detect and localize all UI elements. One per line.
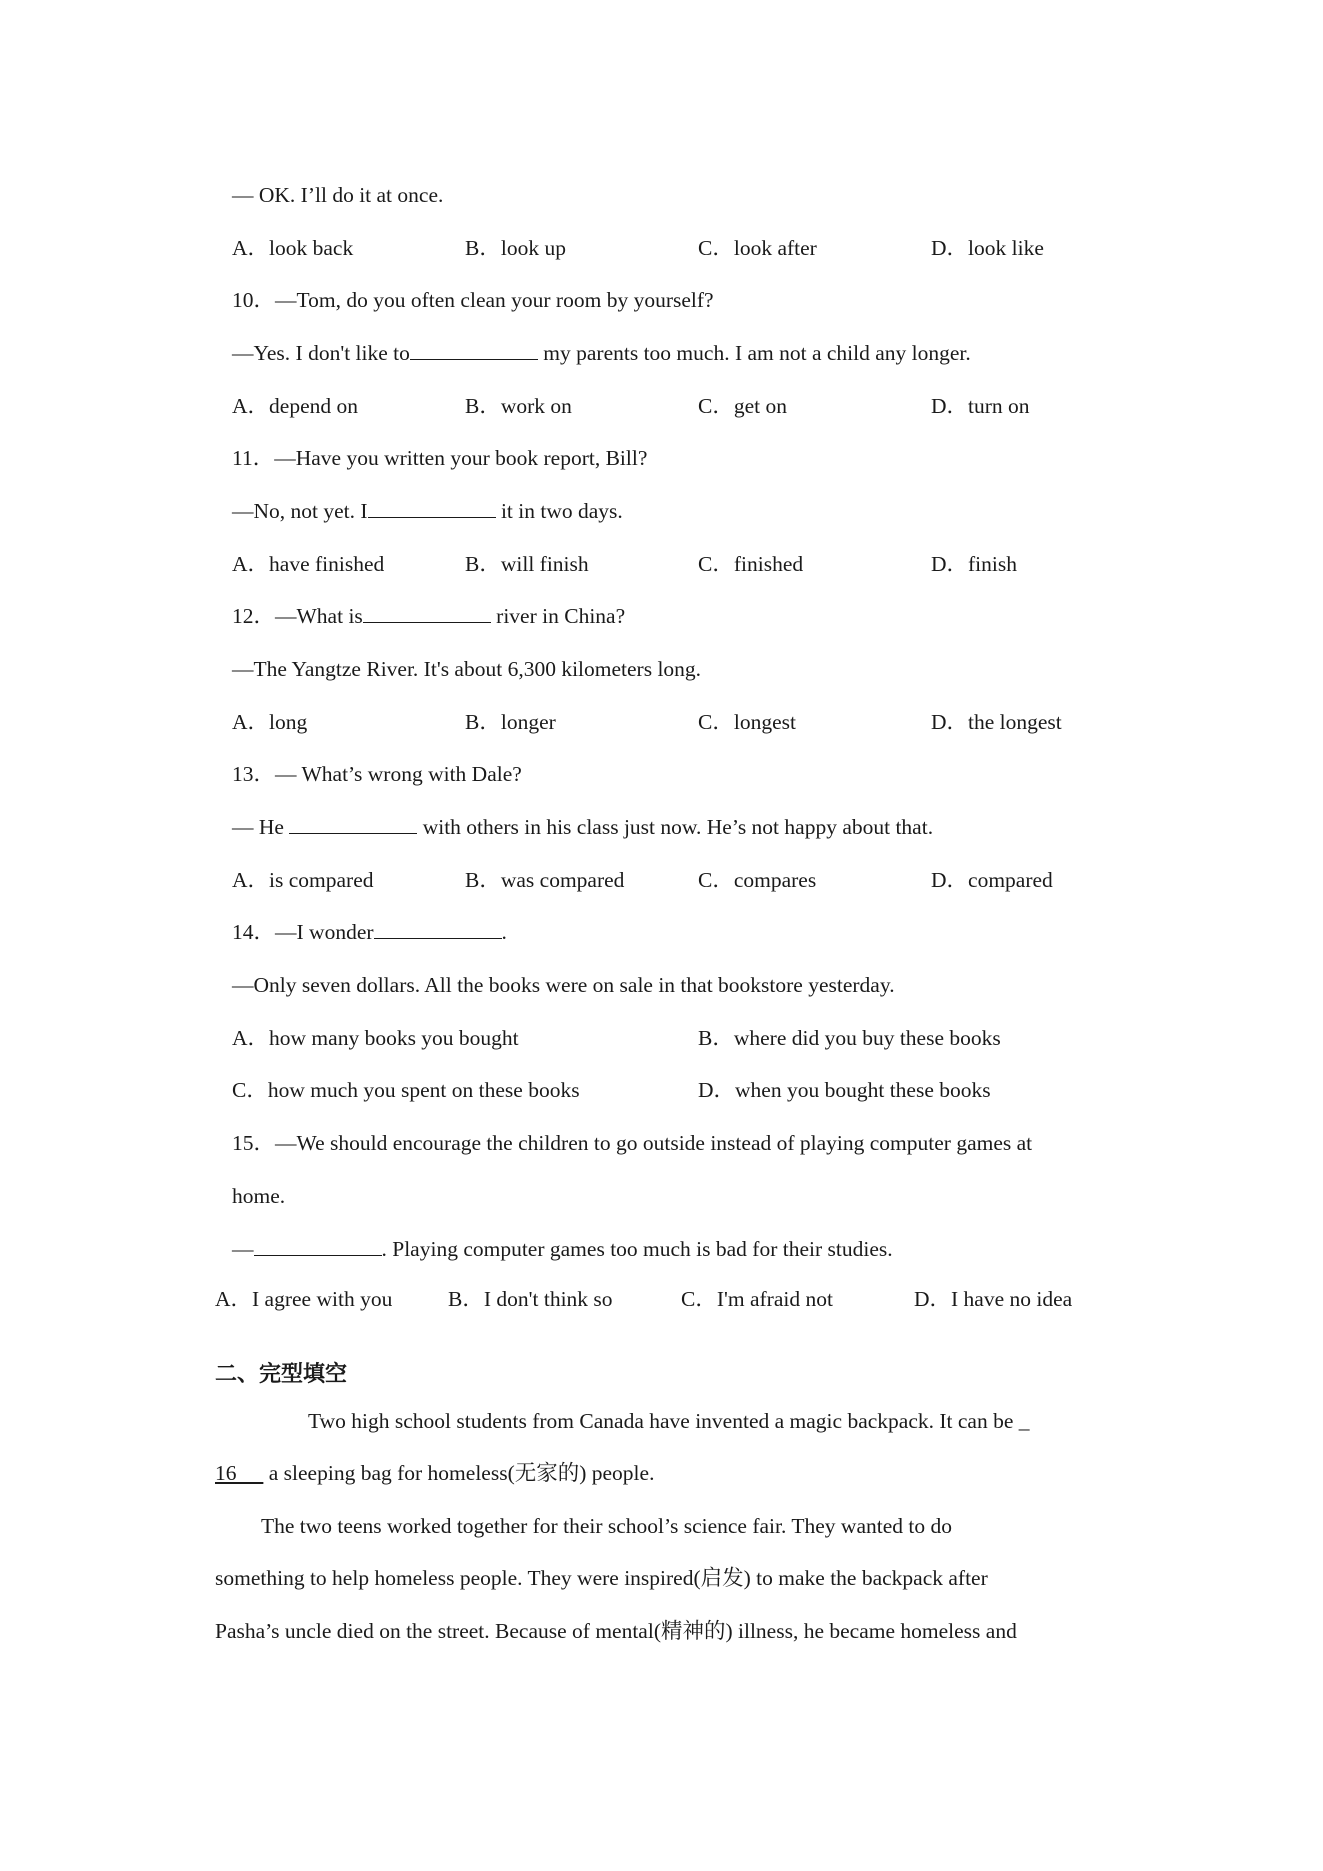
- q14-number: 14．: [232, 920, 276, 944]
- q15-question-line1: [232, 1129, 1032, 1157]
- q12-question-before: —What is: [275, 604, 363, 628]
- q12-option-d[interactable]: D．the longest: [931, 710, 1062, 734]
- q11-question-text: —Have you written your book report, Bill?: [274, 446, 648, 470]
- blank-16[interactable]: [215, 1461, 263, 1485]
- q10-blank[interactable]: [410, 339, 538, 360]
- q10-answer-before: —Yes. I don't like to: [232, 341, 410, 365]
- q11-option-c[interactable]: C．finished: [698, 552, 804, 576]
- q14-question-after: .: [501, 920, 507, 944]
- q9-option-c[interactable]: C．look after: [698, 236, 817, 260]
- q9-option-a[interactable]: A．look back: [232, 236, 354, 260]
- q15-answer: [232, 1235, 893, 1263]
- q11-answer-after: it in two days.: [495, 499, 623, 523]
- q10-option-b[interactable]: B．work on: [465, 394, 572, 418]
- q13-option-b[interactable]: B．was compared: [465, 868, 625, 892]
- q12-option-c[interactable]: C．longest: [698, 710, 796, 734]
- q10-option-c[interactable]: C．get on: [698, 394, 787, 418]
- passage-p1-line1: Two high school students from Canada have invented a magic backpack. It can be _: [308, 1409, 1030, 1433]
- q12-number: 12．: [232, 604, 276, 628]
- q13-option-c[interactable]: C．compares: [698, 868, 817, 892]
- q14-option-b[interactable]: B．where did you buy these books: [698, 1026, 1001, 1050]
- q11-blank[interactable]: [368, 497, 496, 518]
- q13-answer-before: — He: [232, 815, 290, 839]
- q14-option-a[interactable]: A．how many books you bought: [232, 1026, 519, 1050]
- q11-option-b[interactable]: B．will finish: [465, 552, 589, 576]
- passage-p2-line1: The two teens worked together for their school’s science fair. They wanted to do: [261, 1514, 952, 1538]
- q13-option-a[interactable]: A．is compared: [232, 868, 374, 892]
- q11-answer-before: —No, not yet. I: [232, 499, 368, 523]
- q12-option-a[interactable]: A．long: [232, 710, 308, 734]
- q13-number: 13．: [232, 762, 276, 786]
- q15-blank[interactable]: [254, 1235, 382, 1256]
- q11-answer: [232, 497, 623, 525]
- passage-p1-line2: [215, 1459, 654, 1487]
- q9-answer-line: — OK. I’ll do it at once.: [232, 183, 444, 207]
- q11-option-d[interactable]: D．finish: [931, 552, 1018, 576]
- q11-number: 11．: [232, 446, 275, 470]
- q12-blank[interactable]: [363, 602, 491, 623]
- q10-question-text: —Tom, do you often clean your room by yourself?: [275, 288, 714, 312]
- q11-question: [232, 444, 647, 472]
- section-heading: 二、完型填空: [215, 1362, 348, 1387]
- passage-p2-line2: something to help homeless people. They were inspired(启发) to make the backpack after: [215, 1566, 988, 1590]
- q13-question-text: — What’s wrong with Dale?: [275, 762, 522, 786]
- q10-question: [232, 286, 714, 314]
- q15-option-a[interactable]: A．I agree with you: [215, 1287, 393, 1311]
- q11-option-a[interactable]: A．have finished: [232, 552, 385, 576]
- q14-answer: —Only seven dollars. All the books were on sale in that bookstore yesterday.: [232, 973, 895, 997]
- q15-answer-before: —: [232, 1237, 254, 1261]
- q10-option-d[interactable]: D．turn on: [931, 394, 1030, 418]
- q14-option-d[interactable]: D．when you bought these books: [698, 1078, 991, 1102]
- q13-option-d[interactable]: D．compared: [931, 868, 1053, 892]
- passage-p1-line2-text: a sleeping bag for homeless(无家的) people.: [263, 1461, 655, 1485]
- blank-16-number: 16: [215, 1461, 237, 1485]
- passage-p2-line3: Pasha’s uncle died on the street. Because of mental(精神的) illness, he became homeless and: [215, 1619, 1017, 1643]
- q15-answer-after: . Playing computer games too much is bad for their studies.: [381, 1237, 893, 1261]
- q15-question-text: —We should encourage the children to go outside instead of playing computer games at: [275, 1131, 1033, 1155]
- q10-option-a[interactable]: A．depend on: [232, 394, 358, 418]
- q15-option-c[interactable]: C．I'm afraid not: [681, 1287, 833, 1311]
- q10-answer: [232, 339, 971, 367]
- q12-question: [232, 602, 625, 630]
- q13-answer: [232, 813, 933, 841]
- q14-question-before: —I wonder: [275, 920, 374, 944]
- q9-option-d[interactable]: D．look like: [931, 236, 1044, 260]
- q13-blank[interactable]: [289, 813, 417, 834]
- q15-number: 15．: [232, 1131, 276, 1155]
- q12-question-after: river in China?: [490, 604, 626, 628]
- q12-option-b[interactable]: B．longer: [465, 710, 556, 734]
- q14-question: [232, 918, 507, 946]
- q14-blank[interactable]: [374, 918, 502, 939]
- q15-option-b[interactable]: B．I don't think so: [448, 1287, 613, 1311]
- q9-option-b[interactable]: B．look up: [465, 236, 566, 260]
- q12-answer: —The Yangtze River. It's about 6,300 kilometers long.: [232, 657, 702, 681]
- q14-option-c[interactable]: C．how much you spent on these books: [232, 1078, 580, 1102]
- q13-question: [232, 760, 522, 788]
- q13-answer-after: with others in his class just now. He’s not happy about that.: [417, 815, 934, 839]
- q10-number: 10．: [232, 288, 276, 312]
- q15-question-line2: home.: [232, 1184, 286, 1208]
- q10-answer-after: my parents too much. I am not a child any longer.: [537, 341, 971, 365]
- q15-option-d[interactable]: D．I have no idea: [914, 1287, 1073, 1311]
